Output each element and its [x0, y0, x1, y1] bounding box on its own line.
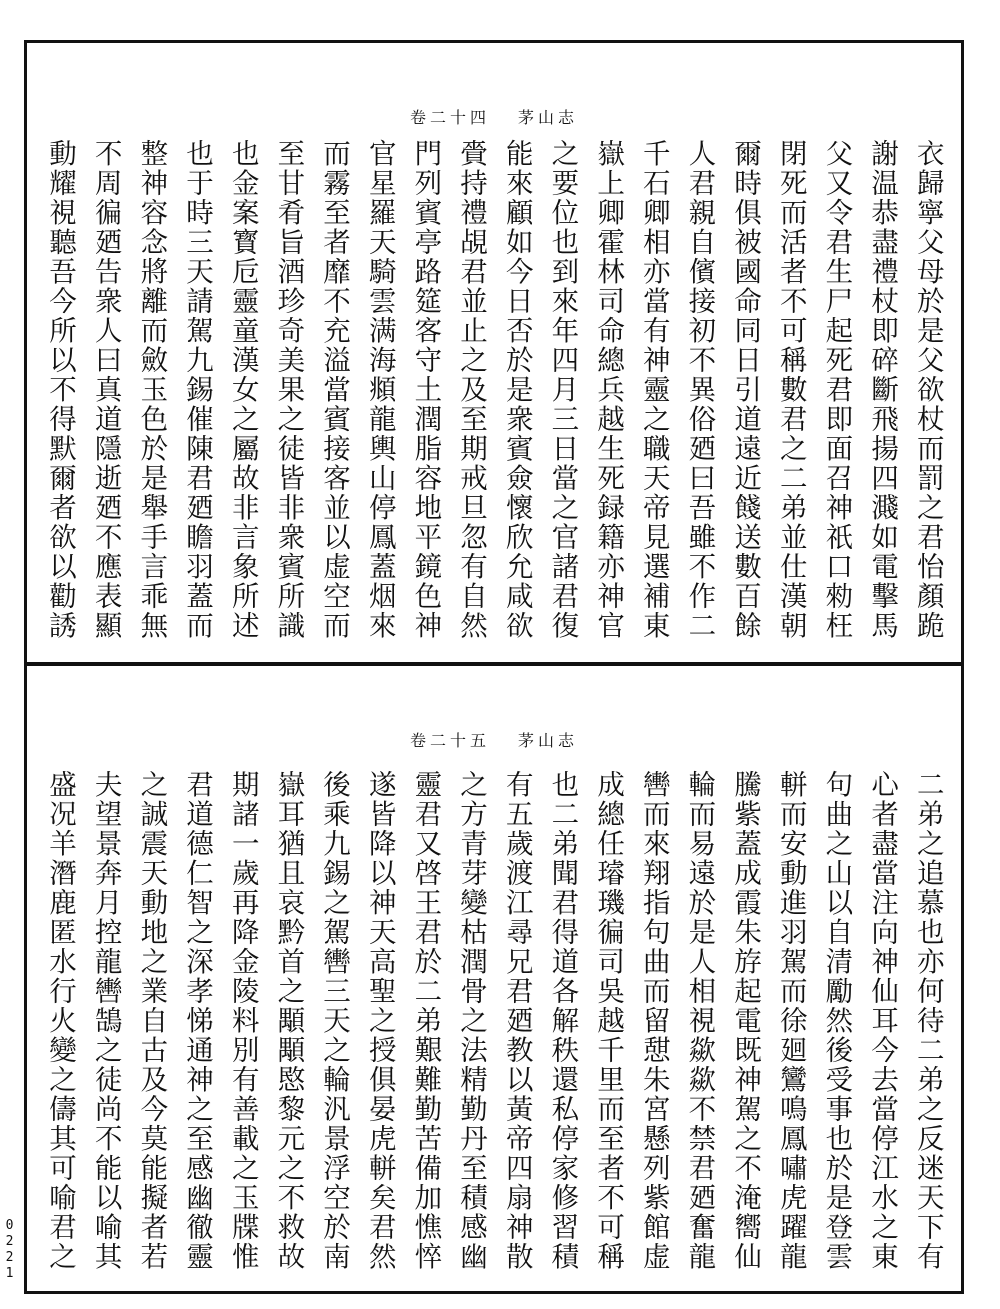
text-column: 能來顧如今日否於是衆賓僉懷欣允咸欲 [500, 139, 533, 641]
text-column: 也二弟聞君得道各解秩還私停家修習積 [546, 770, 579, 1272]
text-column: 有五歲渡江尋兄君廼教以黃帝四扇神散 [500, 770, 533, 1272]
text-column: 之方青芽變枯潤骨之法精勤丹至積感幽 [455, 770, 488, 1272]
text-column: 靈君又啓王君於二弟艱難勤苦備加憔悴 [409, 770, 442, 1272]
text-column: 動耀視聽吾今所以不得默爾者欲以勸誘 [44, 139, 76, 641]
bottom-text-columns [39, 770, 949, 1275]
text-column: 心者盡當注向神仙耳今去當停江水之東 [866, 770, 899, 1272]
text-column: 嶽上卿霍林司命總兵越生死録籍亦神官 [592, 139, 625, 641]
text-column: 爾時俱被國命同日引道遠近餞送數百餘 [729, 139, 762, 641]
text-column: 門列賓亭路筵客守土潤脂容地平鏡色神 [409, 139, 442, 641]
text-column: 之要位也到來年四月三日當之官諸君復 [546, 139, 579, 641]
bottom-header-title: 茅山志 [518, 731, 579, 750]
text-column: 後乘九錫之駕轡三天之輪汎景浮空於南 [318, 770, 351, 1272]
text-column: 賫持禮覘君並止之及至期戒旦忽有自然 [455, 139, 488, 641]
text-column: 嶽耳猶且哀黔首之顒顒愍黎元之不救故 [272, 770, 305, 1272]
text-column: 閉死而活者不可稱數君之二弟並仕漢朝 [774, 139, 807, 641]
text-column: 騰紫蓋成霞朱斿起電既神駕之不淹嚮仙 [729, 770, 762, 1272]
top-page [27, 43, 961, 662]
text-column: 成總任璿璣徧司吳越千里而至者不可稱 [592, 770, 625, 1272]
text-column: 也于時三天請駕九錫催陳君廼瞻羽蓋而 [181, 139, 214, 641]
page-code: 0221 [2, 1218, 17, 1282]
text-column: 謝温恭盡禮杖即碎斷飛揚四濺如電擊馬 [866, 139, 899, 641]
text-column: 二弟之追慕也亦何待二弟之反迷天下有 [911, 770, 944, 1272]
text-column: 至甘肴旨酒珍奇美果之徒皆非衆賓所識 [272, 139, 305, 641]
text-column: 遂皆降以神天高聖之授俱晏虎軿矣君然 [363, 770, 396, 1272]
text-column: 千石卿相亦當有神靈之職天帝見選補東 [637, 139, 670, 641]
text-column: 期諸一歲再降金陵料別有善載之玉牒惟 [226, 770, 259, 1272]
top-page-header [27, 105, 961, 128]
text-column: 之誠震天動地之業自古及今莫能擬者若 [135, 770, 168, 1272]
bottom-page [27, 666, 961, 1291]
bottom-header-book: 卷二十五 [409, 731, 490, 750]
top-header-title: 茅山志 [518, 108, 579, 127]
text-column: 父又令君生尸起死君即面召神祇口勑枉 [820, 139, 853, 641]
text-column: 人君親自儐接初不異俗廼曰吾雖不作二 [683, 139, 716, 641]
text-column: 衣歸寧父母於是父欲杖而罰之君怡顏跪 [911, 139, 944, 641]
text-column: 君道德仁智之深孝悌通神之至感幽徹靈 [181, 770, 214, 1272]
text-column: 夫望景奔月控龍轡鵠之徒尚不能以喻其 [89, 770, 122, 1272]
text-column: 不周徧廼告衆人曰真道隱逝廼不應表顯 [89, 139, 122, 641]
text-column: 轡而來翔指句曲而留憇朱宮懸列紫館虚 [637, 770, 670, 1272]
text-column: 也金案寳卮靈童漢女之屬故非言象所述 [226, 139, 259, 641]
text-column: 輪而易遠於是人相視歘歘不禁君廼奮龍 [683, 770, 716, 1272]
text-column: 軿而安動進羽駕而徐廻鸞鳴鳳嘯虎躍龍 [774, 770, 807, 1272]
text-column: 整神容念將離而斂玉色於是舉手言乖無 [135, 139, 168, 641]
top-header-book: 卷二十四 [409, 108, 490, 127]
text-column: 而霧至者靡不充溢當賓接客並以虚空而 [318, 139, 351, 641]
bottom-page-header [27, 728, 961, 751]
text-column: 官星羅天騎雲满海頫龍輿山停鳳蓋烟來 [363, 139, 396, 641]
text-column: 盛况羊潛鹿匿水行火變之儔其可喻君之 [44, 770, 76, 1272]
top-text-columns [39, 139, 949, 644]
text-column: 句曲之山以自清勵然後受事也於是登雲 [820, 770, 853, 1272]
